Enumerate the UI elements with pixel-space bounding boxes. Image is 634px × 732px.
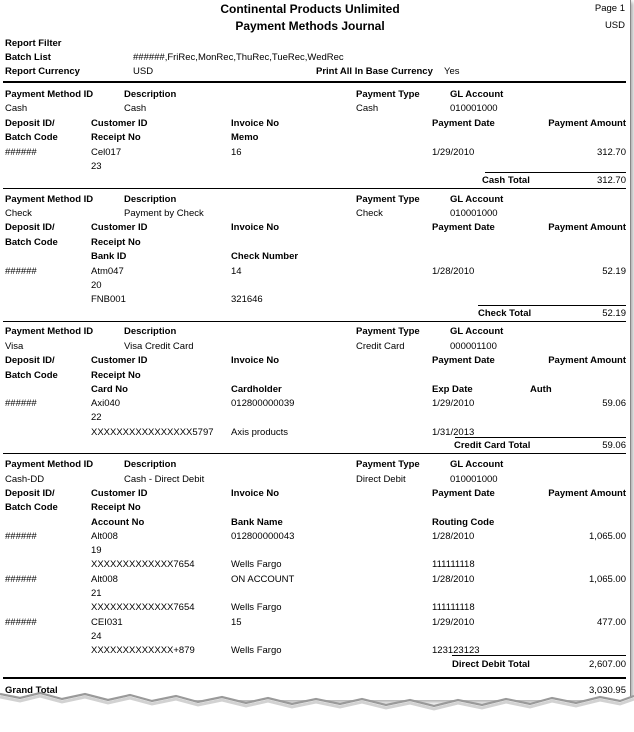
dd-invoice: 15	[231, 617, 242, 628]
visa-card-no: XXXXXXXXXXXXXXXX5797	[91, 427, 214, 438]
dd-amount: 1,065.00	[589, 574, 626, 585]
visa-payment-type: Credit Card	[356, 341, 405, 352]
visa-total: 59.06	[602, 440, 626, 451]
dd-receipt: 24	[91, 631, 102, 642]
dd-receipt: 19	[91, 545, 102, 556]
payment-amount-label: Payment Amount	[548, 355, 626, 366]
cash-date: 1/29/2010	[432, 147, 475, 158]
receipt-no-label: Receipt No	[91, 132, 141, 143]
card-no-label: Card No	[91, 384, 128, 395]
check-bank-id: FNB001	[91, 294, 126, 305]
check-description: Payment by Check	[124, 208, 204, 219]
description-label: Description	[124, 89, 177, 100]
dd-total-label: Direct Debit Total	[452, 659, 530, 670]
deposit-id-label: Deposit ID/	[5, 118, 55, 129]
filter-heading: Report Filter	[5, 38, 62, 49]
dd-routing: 111111118	[432, 602, 475, 613]
dd-deposit: ######	[5, 617, 37, 628]
pm-id-label: Payment Method ID	[5, 459, 94, 470]
payment-type-label: Payment Type	[356, 326, 420, 337]
gl-account-label: GL Account	[450, 326, 504, 337]
cash-invoice: 16	[231, 147, 242, 158]
check-invoice: 14	[231, 266, 242, 277]
batch-list-label: Batch List	[5, 52, 51, 63]
payment-amount-label: Payment Amount	[548, 222, 626, 233]
dd-bank-name: Wells Fargo	[231, 645, 282, 656]
dd-description: Cash - Direct Debit	[124, 474, 205, 485]
dd-method-id: Cash-DD	[5, 474, 45, 485]
payment-date-label: Payment Date	[432, 222, 495, 233]
customer-id-label: Customer ID	[91, 222, 148, 233]
visa-total-label: Credit Card Total	[454, 440, 531, 451]
visa-total-rule	[455, 437, 626, 438]
dd-routing: 123123123	[432, 645, 480, 656]
payment-type-label: Payment Type	[356, 194, 420, 205]
visa-exp-date: 1/31/2013	[432, 427, 475, 438]
dd-deposit: ######	[5, 531, 37, 542]
dd-bank-name: Wells Fargo	[231, 559, 282, 570]
batch-list-value: ######,FriRec,MonRec,ThuRec,TueRec,WedRec	[133, 52, 344, 63]
deposit-id-label: Deposit ID/	[5, 355, 55, 366]
check-deposit: ######	[5, 266, 37, 277]
check-number-label: Check Number	[231, 251, 299, 262]
dd-account-no: XXXXXXXXXXXXX+879	[91, 645, 195, 656]
dd-receipt: 21	[91, 588, 102, 599]
payment-amount-label: Payment Amount	[548, 118, 626, 129]
receipt-no-label: Receipt No	[91, 237, 141, 248]
payment-date-label: Payment Date	[432, 488, 495, 499]
customer-id-label: Customer ID	[91, 355, 148, 366]
section-rule	[3, 321, 626, 322]
bank-id-label: Bank ID	[91, 251, 127, 262]
pm-id-label: Payment Method ID	[5, 194, 94, 205]
gl-account-label: GL Account	[450, 194, 504, 205]
check-customer: Atm047	[91, 266, 124, 277]
check-method-id: Check	[5, 208, 32, 219]
check-receipt: 20	[91, 280, 102, 291]
receipt-no-label: Receipt No	[91, 502, 141, 513]
header-rule	[3, 81, 626, 83]
pm-id-label: Payment Method ID	[5, 326, 94, 337]
cardholder-label: Cardholder	[231, 384, 282, 395]
dd-customer: Alt008	[91, 574, 118, 585]
cash-amount: 312.70	[596, 147, 626, 158]
dd-total: 2,607.00	[589, 659, 626, 670]
dd-customer: Alt008	[91, 531, 118, 542]
check-number: 321646	[231, 294, 263, 305]
check-total-rule	[478, 305, 626, 306]
payment-type-label: Payment Type	[356, 459, 420, 470]
visa-date: 1/29/2010	[432, 398, 475, 409]
cash-receipt: 23	[91, 161, 102, 172]
report-title: Payment Methods Journal	[235, 19, 385, 33]
payment-amount-label: Payment Amount	[548, 488, 626, 499]
dd-amount: 477.00	[596, 617, 626, 628]
dd-date: 1/28/2010	[432, 574, 475, 585]
base-currency-label: Print All In Base Currency	[316, 66, 433, 77]
customer-id-label: Customer ID	[91, 488, 148, 499]
batch-code-label: Batch Code	[5, 132, 58, 143]
visa-cardholder: Axis products	[231, 427, 289, 438]
company-name: Continental Products Unlimited	[220, 2, 400, 16]
invoice-no-label: Invoice No	[231, 355, 280, 366]
description-label: Description	[124, 459, 177, 470]
check-payment-type: Check	[356, 208, 383, 219]
cash-method-id: Cash	[5, 103, 28, 114]
receipt-no-label: Receipt No	[91, 370, 141, 381]
dd-total-rule	[452, 655, 626, 656]
description-label: Description	[124, 194, 177, 205]
visa-gl-account: 000001100	[450, 341, 497, 352]
batch-code-label: Batch Code	[5, 502, 58, 513]
page-number: Page 1	[594, 3, 625, 14]
cash-total-rule	[485, 172, 626, 173]
routing-code-label: Routing Code	[432, 517, 495, 528]
base-currency-value: Yes	[444, 66, 460, 77]
gl-account-label: GL Account	[450, 89, 504, 100]
visa-method-id: Visa	[5, 341, 24, 352]
cash-total: 312.70	[596, 175, 626, 186]
dd-amount: 1,065.00	[589, 531, 626, 542]
payment-date-label: Payment Date	[432, 118, 495, 129]
grand-total: 3,030.95	[589, 685, 626, 696]
visa-invoice: 012800000039	[231, 398, 295, 409]
deposit-id-label: Deposit ID/	[5, 222, 55, 233]
check-total: 52.19	[602, 308, 626, 319]
dd-invoice: ON ACCOUNT	[231, 574, 295, 585]
invoice-no-label: Invoice No	[231, 118, 280, 129]
dd-bank-name: Wells Fargo	[231, 602, 282, 613]
memo-label: Memo	[231, 132, 259, 143]
cash-total-label: Cash Total	[482, 175, 530, 186]
dd-account-no: XXXXXXXXXXXXX7654	[91, 602, 195, 613]
check-date: 1/28/2010	[432, 266, 475, 277]
invoice-no-label: Invoice No	[231, 488, 280, 499]
section-rule	[3, 453, 626, 454]
grand-total-label: Grand Total	[5, 685, 58, 696]
payment-type-label: Payment Type	[356, 89, 420, 100]
invoice-no-label: Invoice No	[231, 222, 280, 233]
gl-account-label: GL Account	[450, 459, 504, 470]
deposit-id-label: Deposit ID/	[5, 488, 55, 499]
pm-id-label: Payment Method ID	[5, 89, 94, 100]
dd-deposit: ######	[5, 574, 37, 585]
visa-deposit: ######	[5, 398, 37, 409]
dd-account-no: XXXXXXXXXXXXX7654	[91, 559, 195, 570]
visa-receipt: 22	[91, 412, 102, 423]
batch-code-label: Batch Code	[5, 370, 58, 381]
visa-description: Visa Credit Card	[124, 341, 194, 352]
dd-routing: 111111118	[432, 559, 475, 570]
customer-id-label: Customer ID	[91, 118, 148, 129]
report-currency-value: USD	[133, 66, 154, 77]
check-total-label: Check Total	[478, 308, 532, 319]
dd-invoice: 012800000043	[231, 531, 295, 542]
check-gl-account: 010001000	[450, 208, 498, 219]
visa-customer: Axi040	[91, 398, 121, 409]
report-currency-label: Report Currency	[5, 66, 80, 77]
dd-gl-account: 010001000	[450, 474, 498, 485]
description-label: Description	[124, 326, 177, 337]
visa-amount: 59.06	[602, 398, 626, 409]
auth-label: Auth	[530, 384, 552, 395]
cash-payment-type: Cash	[356, 103, 379, 114]
cash-customer: Cel017	[91, 147, 122, 158]
section-rule	[3, 188, 626, 189]
check-amount: 52.19	[602, 266, 626, 277]
payment-date-label: Payment Date	[432, 355, 495, 366]
dd-payment-type: Direct Debit	[356, 474, 406, 485]
account-no-label: Account No	[91, 517, 145, 528]
dd-customer: CEI031	[91, 617, 123, 628]
cash-gl-account: 010001000	[450, 103, 498, 114]
cash-description: Cash	[124, 103, 147, 114]
dd-date: 1/28/2010	[432, 531, 475, 542]
batch-code-label: Batch Code	[5, 237, 58, 248]
dd-date: 1/29/2010	[432, 617, 475, 628]
header-currency: USD	[604, 20, 625, 31]
cash-deposit: ######	[5, 147, 37, 158]
torn-edge	[0, 690, 634, 732]
exp-date-label: Exp Date	[432, 384, 473, 395]
grand-total-rule	[3, 677, 626, 679]
bank-name-label: Bank Name	[231, 517, 283, 528]
